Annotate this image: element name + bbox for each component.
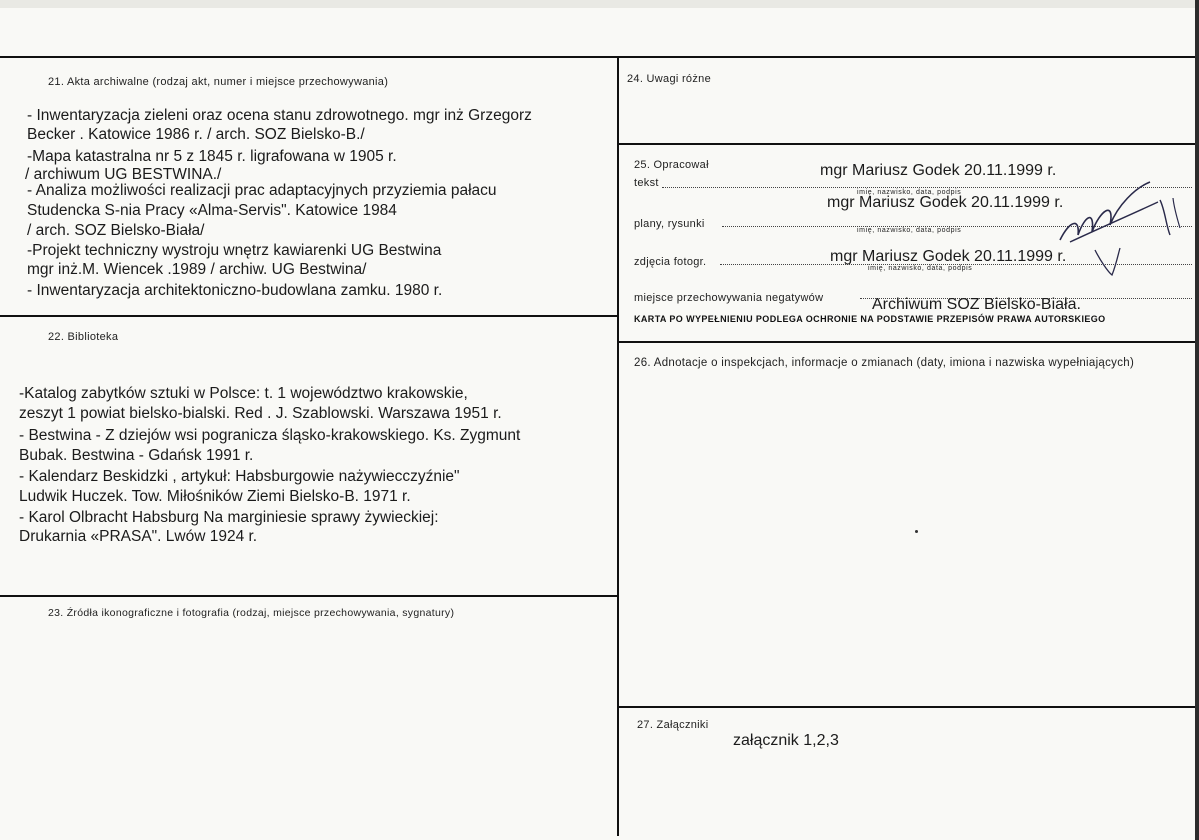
paper-top-edge [0, 0, 1199, 8]
section-22-line-8: Drukarnia «PRASA". Lwów 1924 r. [19, 528, 258, 545]
section-22-label: 22. Biblioteka [48, 331, 119, 343]
ink-speck [915, 530, 918, 533]
paper-right-edge [1195, 0, 1199, 840]
section-22-line-2: zeszyt 1 powiat bielsko-bialski. Red . J. Szablowski. Warszawa 1951 r. [19, 405, 502, 422]
tekst-value: mgr Mariusz Godek 20.11.1999 r. [820, 162, 1057, 179]
section-21-line-2: Becker . Katowice 1986 r. / arch. SOZ Bielsko-B./ [27, 126, 365, 143]
negatywy-value: Archiwum SOZ Bielsko-Biała. [872, 296, 1081, 313]
section-22-line-7: - Karol Olbracht Habsburg Na marginiesie sprawy żywieckiej: [19, 509, 439, 526]
negatywy-label: miejsce przechowywania negatywów [634, 292, 824, 304]
section-22-line-4: Bubak. Bestwina - Gdańsk 1991 r. [19, 447, 254, 464]
tekst-label: tekst [634, 177, 659, 189]
section-27-label: 27. Załączniki [637, 719, 709, 731]
section-21-line-1: - Inwentaryzacja zieleni oraz ocena stanu zdrowotnego. mgr inż Grzegorz [27, 107, 532, 124]
section-21-line-8: -Projekt techniczny wystroju wnętrz kawiarenki UG Bestwina [27, 242, 442, 259]
divider-21-22 [0, 315, 617, 317]
plany-label: plany, rysunki [634, 218, 705, 230]
section-21-line-3: -Mapa katastralna nr 5 z 1845 r. ligrafowana w 1905 r. [27, 148, 397, 165]
section-22-line-5: - Kalendarz Beskidzki , artykuł: Habsburgowie nażywiecczyźnie" [19, 468, 460, 485]
section-25-label: 25. Opracował [634, 159, 709, 171]
zdjecia-value: mgr Mariusz Godek 20.11.1999 r. [830, 248, 1067, 265]
center-divider-line [617, 56, 619, 836]
section-21-line-6: Studencka S-nia Pracy «Alma-Servis". Katowice 1984 [27, 202, 397, 219]
section-21-line-4: / archiwum UG BESTWINA./ [25, 166, 222, 183]
section-27-value: załącznik 1,2,3 [733, 732, 839, 749]
zdjecia-hint: imię, nazwisko, data, podpis [868, 265, 973, 272]
divider-25-26 [617, 341, 1195, 343]
plany-hint: imię, nazwisko, data, podpis [857, 227, 962, 234]
copyright-notice: KARTA PO WYPEŁNIENIU PODLEGA OCHRONIE NA PODSTAWIE PRZEPISÓW PRAWA AUTORSKIEGO [634, 314, 1106, 324]
section-23-label: 23. Źródła ikonograficzne i fotografia (rodzaj, miejsce przechowywania, sygnatury) [48, 607, 455, 619]
section-21-line-7: / arch. SOZ Bielsko-Biała/ [27, 222, 205, 239]
top-border-line [0, 56, 1195, 58]
section-22-line-1: -Katalog zabytków sztuki w Polsce: t. 1 województwo krakowskie, [19, 385, 468, 402]
section-21-label: 21. Akta archiwalne (rodzaj akt, numer i miejsce przechowywania) [48, 76, 389, 88]
handwritten-signature [1040, 180, 1190, 280]
tekst-hint: imię, nazwisko, data, podpis [857, 189, 962, 196]
section-22-line-3: - Bestwina - Z dziejów wsi pogranicza śląsko-krakowskiego. Ks. Zygmunt [19, 427, 521, 444]
zdjecia-label: zdjęcia fotogr. [634, 256, 707, 268]
section-26-label: 26. Adnotacje o inspekcjach, informacje o zmianach (daty, imiona i nazwiska wypełniających) [634, 357, 1135, 369]
section-21-line-10: - Inwentaryzacja architektoniczno-budowlana zamku. 1980 r. [27, 282, 443, 299]
divider-22-23 [0, 595, 617, 597]
plany-value: mgr Mariusz Godek 20.11.1999 r. [827, 194, 1064, 211]
section-21-line-5: - Analiza możliwości realizacji prac adaptacyjnych przyziemia pałacu [27, 182, 497, 199]
section-21-line-9: mgr inż.M. Wiencek .1989 / archiw. UG Bestwina/ [27, 261, 367, 278]
section-22-line-6: Ludwik Huczek. Tow. Miłośników Ziemi Bielsko-B. 1971 r. [19, 488, 411, 505]
divider-26-27 [617, 706, 1195, 708]
section-24-label: 24. Uwagi różne [627, 73, 711, 85]
divider-24-25 [617, 143, 1195, 145]
